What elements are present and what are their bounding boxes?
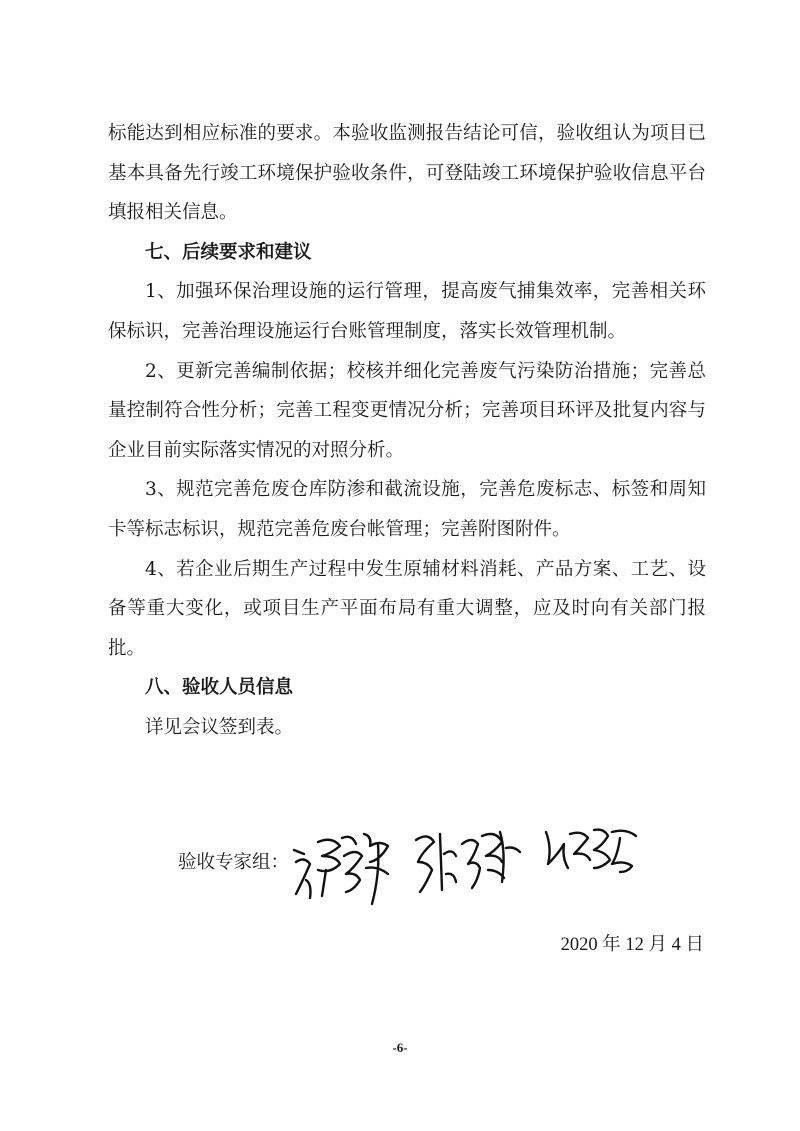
paragraph-item-4: 4、若企业后期生产过程中发生原辅材料消耗、产品方案、工艺、设备等重大变化，或项目生产平面布局有重大调整，应及时向有关部门报批。 [108, 558, 706, 659]
signature-1 [286, 820, 406, 915]
paragraph-item-2: 2、更新完善编制依据；校核并细化完善废气污染防治措施；完善总量控制符合性分析；完善工程变更情况分析；完善项目环评及批复内容与企业目前实际落实情况的对照分析。 [108, 360, 706, 461]
heading-section-8: 八、验收人员信息 [145, 677, 294, 699]
body-text [108, 114, 706, 748]
signature-block [178, 820, 658, 920]
page-number: -6- [392, 1040, 408, 1055]
document-date: 2020 年 12 月 4 日 [560, 935, 704, 955]
signature-2 [410, 820, 528, 905]
heading-section-7: 七、后续要求和建议 [145, 241, 312, 263]
paragraph-conclusion: 标能达到相应标准的要求。本验收监测报告结论可信，验收组认为项目已基本具备先行竣工环境保护验收条件，可登陆竣工环境保护验收信息平台填报相关信息。 [108, 123, 706, 224]
paragraph-personnel: 详见会议签到表。 [145, 716, 294, 738]
paragraph-item-3: 3、规范完善危废仓库防渗和截流设施，完善危废标志、标签和周知卡等标志标识，规范完善危废台帐管理；完善附图附件。 [108, 479, 706, 540]
paragraph-item-1: 1、加强环保治理设施的运行管理，提高废气捕集效率，完善相关环保标识，完善治理设施运行台账管理制度，落实长效管理机制。 [108, 281, 706, 342]
signature-label: 验收专家组： [178, 852, 290, 873]
signature-3 [540, 820, 650, 880]
